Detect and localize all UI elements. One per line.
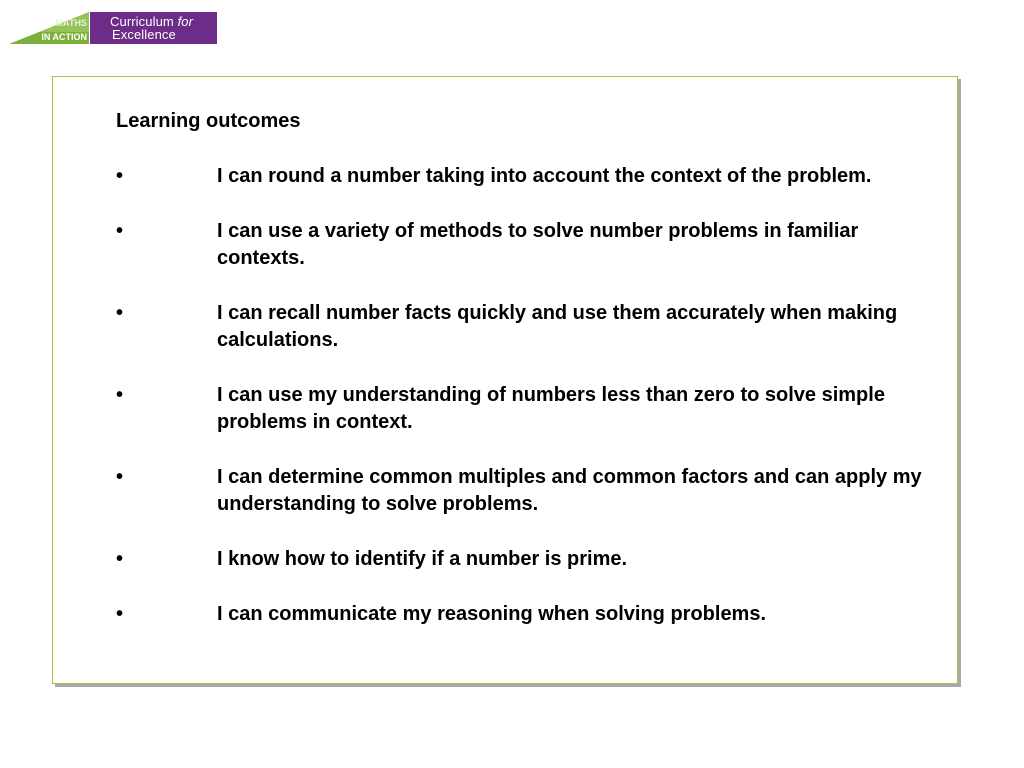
bullet-symbol: • <box>116 603 124 625</box>
bullet-symbol: • <box>116 220 124 242</box>
curriculum-for-excellence-logo <box>90 12 217 44</box>
learning-outcome-item <box>116 601 936 628</box>
learning-outcomes-heading: Learning outcomes <box>116 110 301 132</box>
maths-logo-text-line1: MATHS <box>55 18 87 28</box>
learning-outcome-item <box>116 300 936 354</box>
learning-outcome-item <box>116 382 936 436</box>
learning-outcome-text: I can round a number taking into account the context of the problem. <box>217 165 872 187</box>
learning-outcome-text: I can determine common multiples and common factors and can apply my understanding to solve problems. <box>217 466 922 515</box>
bullet-symbol: • <box>116 302 124 324</box>
learning-outcome-item <box>116 163 936 190</box>
bullet-symbol: • <box>116 384 124 406</box>
learning-outcomes-list <box>116 163 936 656</box>
maths-in-action-logo-graphic <box>9 12 89 44</box>
learning-outcome-text: I can recall number facts quickly and use them accurately when making calculations. <box>217 302 898 351</box>
learning-outcome-text: I can use a variety of methods to solve number problems in familiar contexts. <box>217 220 859 269</box>
bullet-symbol: • <box>116 548 124 570</box>
learning-outcome-text: I can communicate my reasoning when solving problems. <box>217 603 767 625</box>
learning-outcome-text: I know how to identify if a number is prime. <box>217 548 628 570</box>
learning-outcome-item <box>116 464 936 518</box>
maths-logo-text-line2: IN ACTION <box>41 32 87 42</box>
learning-outcome-text: I can use my understanding of numbers less than zero to solve simple problems in context. <box>217 384 885 433</box>
cfe-logo-curriculum: Curriculum <box>110 14 178 29</box>
cfe-logo-for: for <box>177 14 194 29</box>
learning-outcome-item <box>116 546 936 573</box>
cfe-logo-line2: Excellence <box>112 27 176 42</box>
bullet-symbol: • <box>116 165 124 187</box>
learning-outcome-item <box>116 218 936 272</box>
maths-in-action-logo <box>9 12 89 44</box>
bullet-symbol: • <box>116 466 124 488</box>
